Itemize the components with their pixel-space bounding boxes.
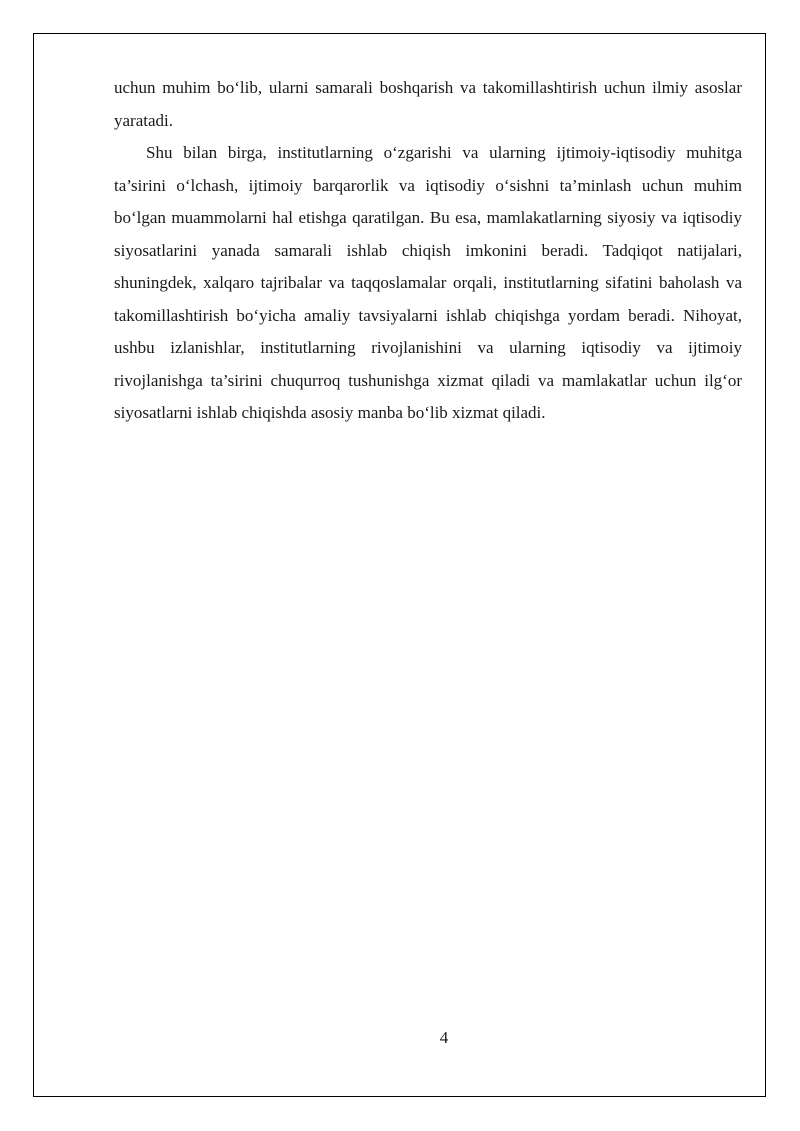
paragraph: Shu bilan birga, institutlarning o‘zgarishi va ularning ijtimoiy-iqtisodiy muhitga ta’sirini o‘lchash, ijtimoiy barqarorlik va iqtisodiy o‘sishni ta’minlash uchun muhim bo‘lgan muammolarni hal etishga qaratilgan. Bu esa, mamlakatlarning siyosiy va iqtisodiy siyosatlarini yanada samarali ishlab chiqish imkonini beradi. Tadqiqot natijalari, shuningdek, xalqaro tajribalar va taqqoslamalar orqali, institutlarning sifatini baholash va takomillashtirish bo‘yicha amaliy tavsiyalarni ishlab chiqishga yordam beradi. Nihoyat, ushbu izlanishlar, institutlarning rivojlanishini va ularning iqtisodiy va ijtimoiy rivojlanishga ta’sirini chuqurroq tushunishga xizmat qiladi va mamlakatlar uchun ilg‘or siyosatlarni ishlab chiqishda asosiy manba bo‘lib xizmat qiladi.: [114, 143, 742, 422]
paragraph-continuation: uchun muhim bo‘lib, ularni samarali boshqarish va takomillashtirish uchun ilmiy asoslar yaratadi.: [114, 78, 742, 130]
document-body: [114, 72, 742, 430]
page-number: 4: [439, 1028, 449, 1047]
